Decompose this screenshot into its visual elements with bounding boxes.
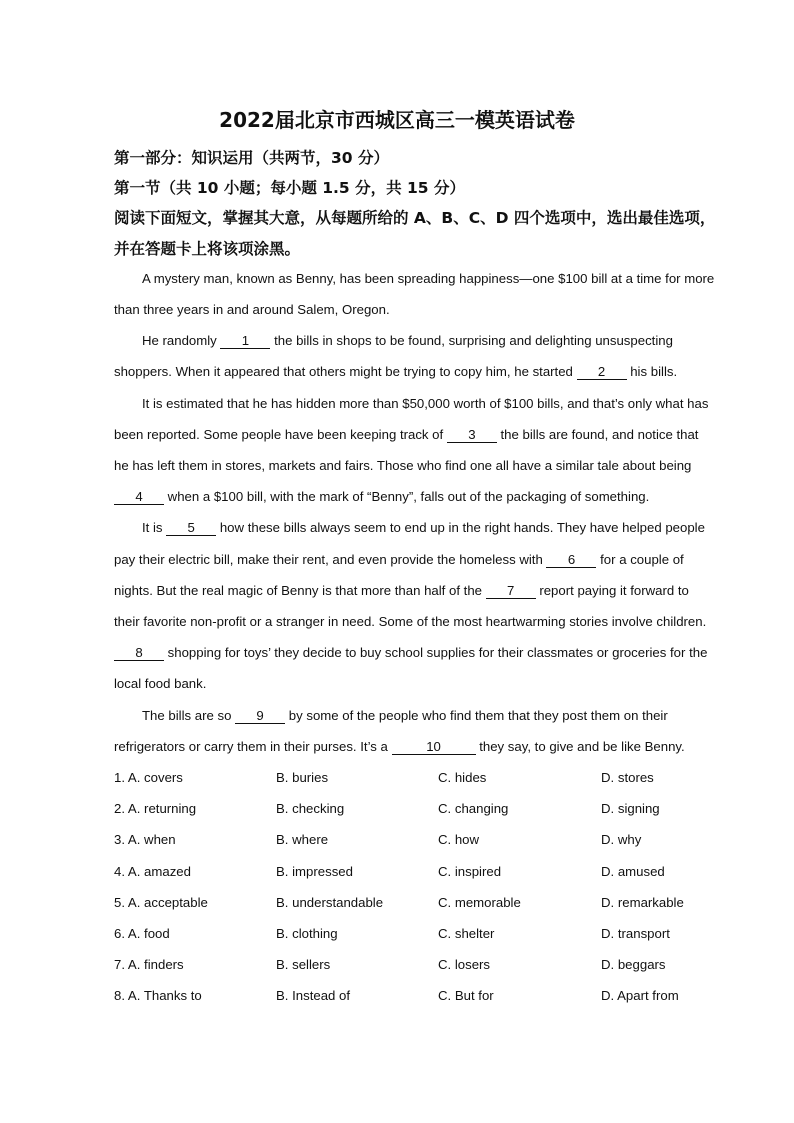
option-a: 3. A. when (114, 832, 176, 847)
passage-line: local food bank. (114, 676, 207, 691)
option-c: C. But for (438, 988, 494, 1003)
passage-text: It is (142, 520, 167, 535)
blank-3: 3 (447, 428, 497, 443)
passage-line: their favorite non-profit or a stranger in need. Some of the most heartwarming stories involve children. (114, 614, 707, 629)
part-heading: 第一部分：知识运用（共两节，30 分） (114, 149, 389, 167)
blank-4: 4 (114, 490, 164, 505)
passage-line (114, 552, 684, 568)
passage-text: shopping for toys’ they decide to buy school supplies for their classmates or groceries for the (164, 645, 708, 660)
passage-text: been reported. Some people have been keeping track of (114, 427, 447, 442)
option-c: C. how (438, 832, 480, 847)
passage-text: The bills are so (142, 708, 236, 723)
blank-9: 9 (235, 709, 285, 724)
option-c: C. memorable (438, 895, 521, 910)
option-b: B. checking (276, 801, 345, 816)
option-d: D. transport (601, 926, 670, 941)
instructions-line-2: 并在答题卡上将该项涂黑。 (114, 240, 301, 258)
option-b: B. impressed (276, 864, 353, 879)
passage-line (114, 427, 698, 443)
instructions-line-1: 阅读下面短文，掌握其大意，从每题所给的 A、B、C、D 四个选项中，选出最佳选项， (114, 209, 716, 227)
passage-text: for a couple of (596, 552, 684, 567)
option-a: 2. A. returning (114, 801, 197, 816)
passage-text: when a $100 bill, with the mark of “Benny”, falls out of the packaging of something. (164, 489, 650, 504)
option-c: C. shelter (438, 926, 495, 941)
passage-text: by some of the people who find them that they post them on their (285, 708, 668, 723)
passage-line (114, 583, 689, 599)
option-d: D. why (601, 832, 642, 847)
passage-text: shoppers. When it appeared that others might be trying to copy him, he started (114, 364, 577, 379)
page-title: 2022届北京市西城区高三一模英语试卷 (219, 108, 575, 132)
passage-line: he has left them in stores, markets and fairs. Those who find one all have a similar tale about being (114, 458, 692, 473)
passage-text: how these bills always seem to end up in the right hands. They have helped people (216, 520, 705, 535)
option-a: 6. A. food (114, 926, 170, 941)
option-a: 7. A. finders (114, 957, 184, 972)
passage-text: pay their electric bill, make their rent, and even provide the homeless with (114, 552, 547, 567)
blank-6: 6 (546, 553, 596, 568)
option-c: C. hides (438, 770, 487, 785)
option-a: 8. A. Thanks to (114, 988, 202, 1003)
passage-text: the bills are found, and notice that (496, 427, 699, 442)
section-heading: 第一节（共 10 小题；每小题 1.5 分，共 15 分） (114, 179, 465, 197)
option-a: 4. A. amazed (114, 864, 191, 879)
passage-text: they say, to give and be like Benny. (475, 739, 685, 754)
blank-1: 1 (220, 334, 270, 349)
blank-10: 10 (392, 740, 476, 755)
option-d: D. remarkable (601, 895, 684, 910)
option-b: B. Instead of (276, 988, 351, 1003)
passage-text: He randomly (142, 333, 221, 348)
option-a: 5. A. acceptable (114, 895, 208, 910)
passage-line: A mystery man, known as Benny, has been spreading happiness—one $100 bill at a time for more (142, 271, 715, 286)
option-b: B. understandable (276, 895, 384, 910)
option-c: C. inspired (438, 864, 502, 879)
passage-text: the bills in shops to be found, surprising and delighting unsuspecting (270, 333, 673, 348)
option-b: B. clothing (276, 926, 338, 941)
passage-text: report paying it forward to (535, 583, 689, 598)
option-b: B. sellers (276, 957, 331, 972)
passage-line (114, 364, 677, 380)
option-d: D. stores (601, 770, 654, 785)
blank-7: 7 (486, 584, 536, 599)
passage-text: nights. But the real magic of Benny is that more than half of the (114, 583, 486, 598)
option-d: D. beggars (601, 957, 666, 972)
option-d: D. Apart from (601, 988, 679, 1003)
blank-5: 5 (166, 521, 216, 536)
passage-line (114, 739, 685, 755)
option-b: B. where (276, 832, 329, 847)
option-d: D. signing (601, 801, 660, 816)
passage-line: It is estimated that he has hidden more than $50,000 worth of $100 bills, and that’s only what has (142, 396, 709, 411)
option-d: D. amused (601, 864, 665, 879)
option-a: 1. A. covers (114, 770, 183, 785)
passage-line: than three years in and around Salem, Oregon. (114, 302, 390, 317)
passage-line (142, 520, 705, 536)
passage-text: his bills. (626, 364, 678, 379)
passage-line (142, 333, 673, 349)
passage-line (114, 489, 649, 505)
option-c: C. changing (438, 801, 509, 816)
passage-line (142, 708, 668, 724)
option-c: C. losers (438, 957, 491, 972)
option-b: B. buries (276, 770, 329, 785)
blank-8: 8 (114, 646, 164, 661)
passage-text: refrigerators or carry them in their purses. It’s a (114, 739, 392, 754)
blank-2: 2 (577, 365, 627, 380)
passage-line (114, 645, 707, 661)
